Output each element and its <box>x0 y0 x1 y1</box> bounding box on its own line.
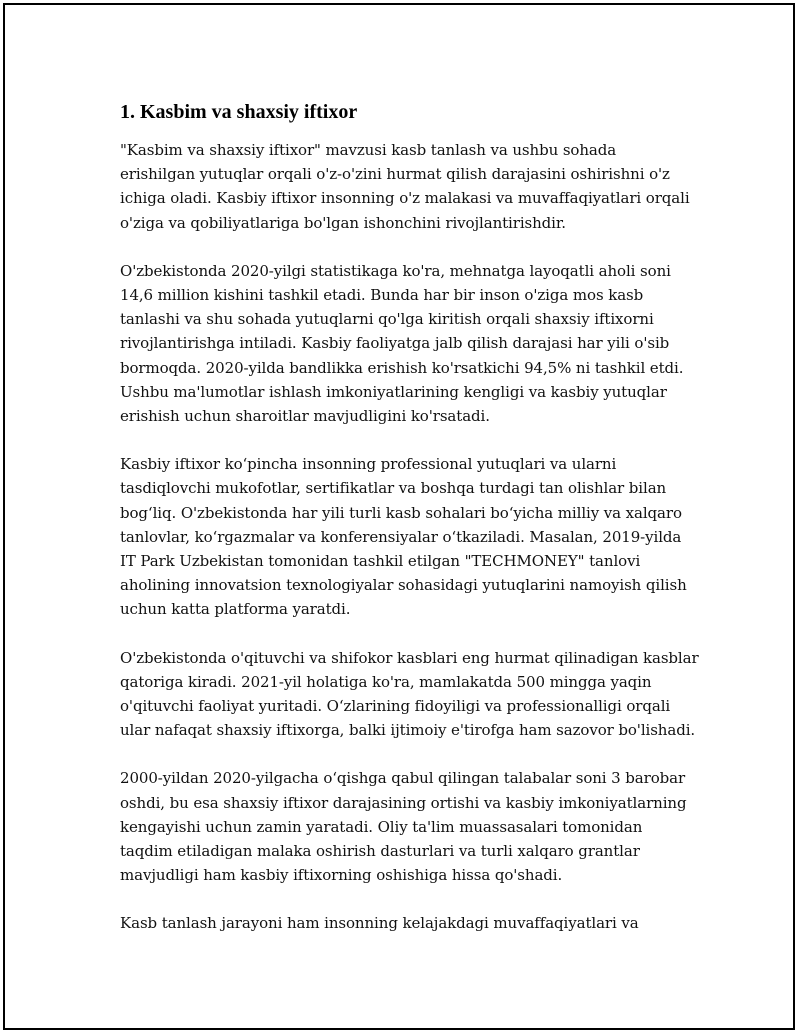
text-line: ichiga oladi. Kasbiy iftixor insonning o'z malakasi va muvaffaqiyatlari orqali <box>120 189 690 208</box>
text-line: O'zbekistonda o'qituvchi va shifokor kasblari eng hurmat qilinadigan kasblar <box>120 648 699 667</box>
text-line: o'qituvchi faoliyat yuritadi. Oʻzlarining fidoyiligi va professionalligi orqali <box>120 697 671 716</box>
text-line: Kasb tanlash jarayoni ham insonning kelajakdagi muvaffaqiyatlari va <box>120 914 639 933</box>
text-line: kengayishi uchun zamin yaratadi. Oliy ta'lim muassasalari tomonidan <box>120 817 643 836</box>
paragraphs <box>120 138 699 936</box>
text-line: O'zbekistonda 2020-yilgi statistikaga ko'ra, mehnatga layoqatli aholi soni <box>120 261 671 280</box>
text-line: 2000-yildan 2020-yilgacha oʻqishga qabul qilingan talabalar soni 3 barobar <box>120 769 686 788</box>
text-line: erishilgan yutuqlar orqali o'z-o'zini hurmat qilish darajasini oshirishni o'z <box>120 165 670 184</box>
paragraph <box>120 452 695 621</box>
text-line: tanlovlar, koʻrgazmalar va konferensiyalar oʻtkaziladi. Masalan, 2019-yilda <box>120 527 682 546</box>
text-line: tanlashi va shu sohada yutuqlarni qo'lga kiritish orqali shaxsiy iftixorni <box>120 310 654 329</box>
text-line: taqdim etiladigan malaka oshirish dasturlari va turli xalqaro grantlar <box>120 842 640 861</box>
document-body <box>120 100 699 960</box>
text-line: erishish uchun sharoitlar mavjudligini ko'rsatadi. <box>120 407 490 426</box>
paragraph <box>120 646 699 743</box>
paragraph <box>120 911 695 935</box>
text-line: "Kasbim va shaxsiy iftixor" mavzusi kasb tanlash va ushbu sohada <box>120 141 617 159</box>
paragraph <box>120 766 695 887</box>
text-line: ular nafaqat shaxsiy iftixorga, balki ijtimoiy e'tirofga ham sazovor bo'lishadi. <box>120 721 696 740</box>
text-line: bormoqda. 2020-yilda bandlikka erishish ko'rsatkichi 94,5% ni tashkil etdi. <box>120 358 684 377</box>
text-line: qatoriga kiradi. 2021-yil holatiga ko'ra, mamlakatda 500 mingga yaqin <box>120 672 652 691</box>
paragraph <box>120 138 695 235</box>
text-line: uchun katta platforma yaratdi. <box>120 600 351 619</box>
text-line: o'ziga va qobiliyatlariga bo'lgan ishonchini rivojlantirishdir. <box>120 213 566 232</box>
page-border <box>3 3 795 1030</box>
text-line: oshdi, bu esa shaxsiy iftixor darajasining ortishi va kasbiy imkoniyatlarning <box>120 793 687 812</box>
text-line: rivojlantirishga intiladi. Kasbiy faoliyatga jalb qilish darajasi har yili o'sib <box>120 334 670 353</box>
text-line: Kasbiy iftixor koʻpincha insonning professional yutuqlari va ularni <box>120 455 617 474</box>
text-line: bogʻliq. O'zbekistonda har yili turli kasb sohalari boʻyicha milliy va xalqaro <box>120 503 682 522</box>
text-line: 14,6 million kishini tashkil etadi. Bunda har bir inson o'ziga mos kasb <box>120 286 644 305</box>
text-line: Ushbu ma'lumotlar ishlash imkoniyatlarining kengligi va kasbiy yutuqlar <box>120 382 667 401</box>
paragraph <box>120 259 695 428</box>
section-heading: 1. Kasbim va shaxsiy iftixor <box>120 101 358 123</box>
text-line: mavjudligi ham kasbiy iftixorning oshishiga hissa qo'shadi. <box>120 866 563 885</box>
text-line: tasdiqlovchi mukofotlar, sertifikatlar va boshqa turdagi tan olishlar bilan <box>120 479 667 498</box>
text-line: aholining innovatsion texnologiyalar sohasidagi yutuqlarini namoyish qilish <box>120 576 687 595</box>
text-line: IT Park Uzbekistan tomonidan tashkil etilgan "TECHMONEY" tanlovi <box>120 552 641 571</box>
